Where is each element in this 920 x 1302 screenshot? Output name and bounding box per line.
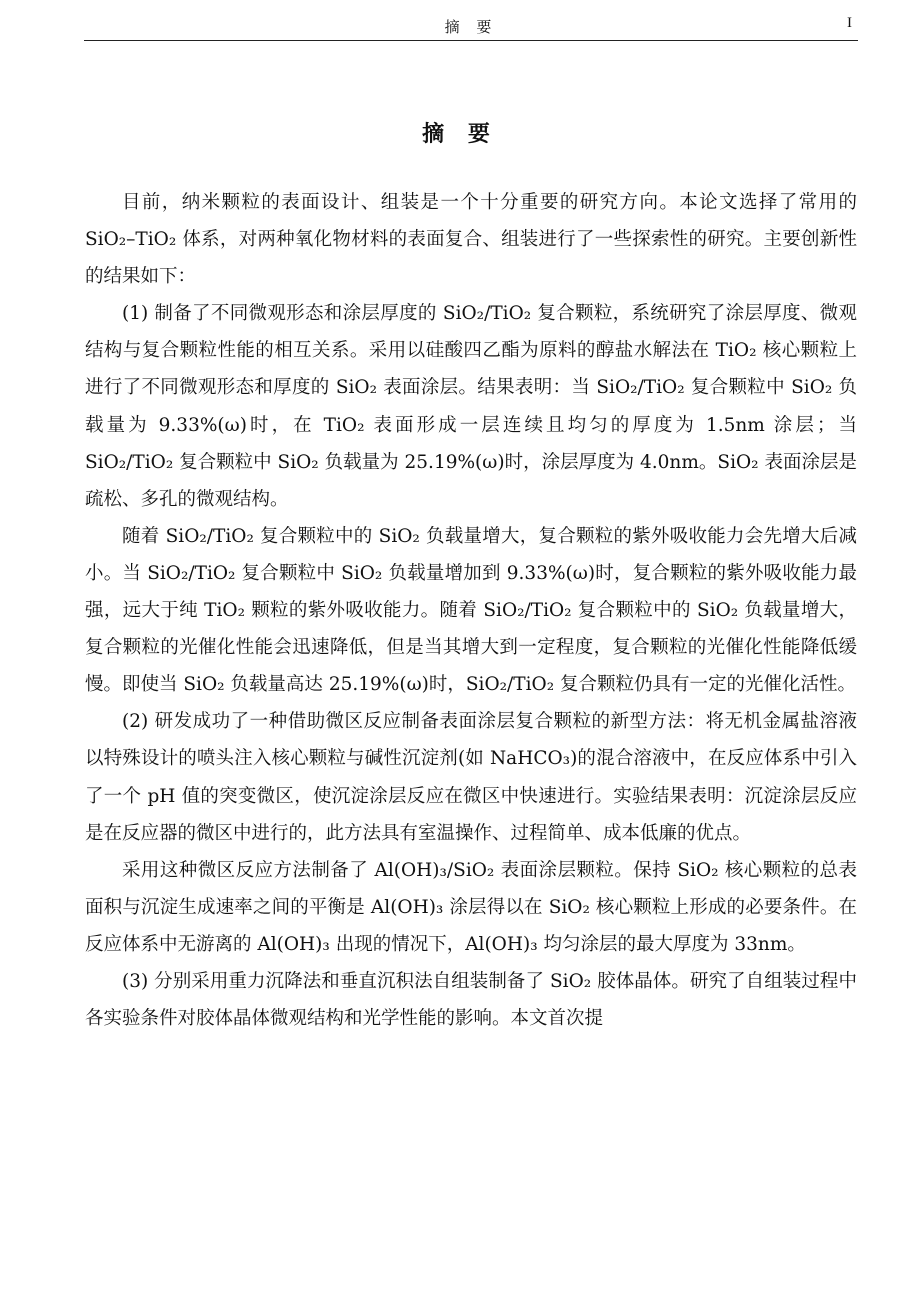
running-header bbox=[84, 14, 858, 41]
paragraph-result-1-uv: 随着 SiO₂/TiO₂ 复合颗粒中的 SiO₂ 负载量增大，复合颗粒的紫外吸收能力会先增大后减小。当 SiO₂/TiO₂ 复合颗粒中 SiO₂ 负载量增加到 9.33%(ω)时，复合颗粒的紫外吸收能力最强，远大于纯 TiO₂ 颗粒的紫外吸收能力。随着 SiO₂/TiO₂ 复合颗粒中的 SiO₂ 负载量增大，复合颗粒的光催化性能会迅速降低，但是当其增大到一定程度，复合颗粒的光催化性能降低缓慢。即使当 SiO₂ 负载量高达 25.19%(ω)时，SiO₂/TiO₂ 复合颗粒仍具有一定的光催化活性。 bbox=[85, 525, 857, 696]
paragraph-result-3: (3) 分别采用重力沉降法和垂直沉积法自组装制备了 SiO₂ 胶体晶体。研究了自组装过程中各实验条件对胶体晶体微观结构和光学性能的影响。本文首次提 bbox=[85, 970, 857, 1030]
page-number: I bbox=[847, 15, 852, 31]
paragraph-result-2-aloh3: 采用这种微区反应方法制备了 Al(OH)₃/SiO₂ 表面涂层颗粒。保持 SiO₂ 核心颗粒的总表面积与沉淀生成速率之间的平衡是 Al(OH)₃ 涂层得以在 SiO₂ 核心颗粒上形成的必要条件。在反应体系中无游离的 Al(OH)₃ 出现的情况下，Al(OH)₃ 均匀涂层的最大厚度为 33nm。 bbox=[85, 859, 857, 955]
paragraph-result-2: (2) 研发成功了一种借助微区反应制备表面涂层复合颗粒的新型方法：将无机金属盐溶液以特殊设计的喷头注入核心颗粒与碱性沉淀剂(如 NaHCO₃)的混合溶液中，在反应体系中引入了一个 pH 值的突变微区，使沉淀涂层反应在微区中快速进行。实验结果表明：沉淀涂层反应是在反应器的微区中进行的，此方法具有室温操作、过程简单、成本低廉的优点。 bbox=[85, 711, 857, 844]
paragraph-result-1: (1) 制备了不同微观形态和涂层厚度的 SiO₂/TiO₂ 复合颗粒，系统研究了涂层厚度、微观结构与复合颗粒性能的相互关系。采用以硅酸四乙酯为原料的醇盐水解法在 TiO₂ 核心颗粒上进行了不同微观形态和厚度的 SiO₂ 表面涂层。结果表明：当 SiO₂/TiO₂ 复合颗粒中 SiO₂ 负载量为 9.33%(ω)时，在 TiO₂ 表面形成一层连续且均匀的厚度为 1.5nm 涂层；当 SiO₂/TiO₂ 复合颗粒中 SiO₂ 负载量为 25.19%(ω)时，涂层厚度为 4.0nm。SiO₂ 表面涂层是疏松、多孔的微观结构。 bbox=[85, 303, 857, 510]
running-title: 摘 要 bbox=[444, 18, 498, 36]
abstract-title: 摘 要 bbox=[422, 121, 498, 147]
abstract-body bbox=[85, 184, 857, 1037]
paragraph-intro: 目前，纳米颗粒的表面设计、组装是一个十分重要的研究方向。本论文选择了常用的 SiO₂–TiO₂ 体系，对两种氧化物材料的表面复合、组装进行了一些探索性的研究。主要创新性的结果如下： bbox=[85, 192, 857, 288]
